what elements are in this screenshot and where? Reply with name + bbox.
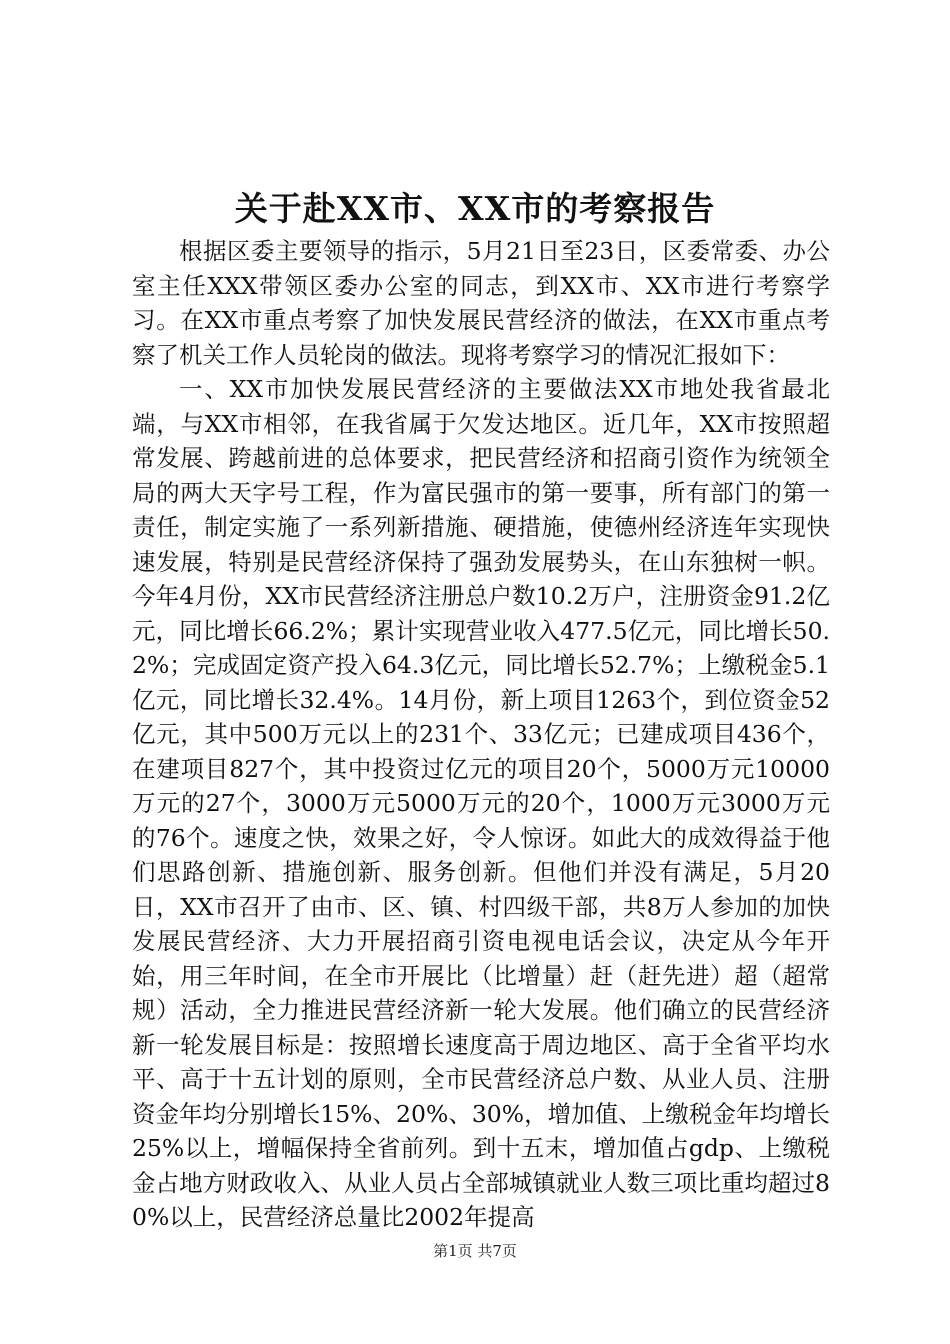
- document-title: 关于赴XX市、XX市的考察报告: [234, 189, 716, 228]
- page-number-footer: 第1页 共7页: [433, 1242, 517, 1260]
- document-body: [132, 234, 830, 1231]
- body-paragraph: 根据区委主要领导的指示，5月21日至23日，区委常委、办公室主任XXX带领区委办公室的同志，到XX市、XX市进行考察学习。在XX市重点考察了加快发展民营经济的做法，在XX市重点考察了机关工作人员轮岗的做法。现将考察学习的情况汇报如下：: [132, 237, 830, 369]
- body-paragraph: 一、XX市加快发展民营经济的主要做法XX市地处我省最北端，与XX市相邻，在我省属于欠发达地区。近几年，XX市按照超常发展、跨越前进的总体要求，把民营经济和招商引资作为统领全局的两大天字号工程，作为富民强市的第一要事，所有部门的第一责任，制定实施了一系列新措施、硬措施，使德州经济连年实现快速发展，特别是民营经济保持了强劲发展势头，在山东独树一帜。今年4月份，XX市民营经济注册总户数10.2万户，注册资金91.2亿元，同比增长66.2%；累计实现营业收入477.5亿元，同比增长50.2%；完成固定资产投入64.3亿元，同比增长52.7%；上缴税金5.1亿元，同比增长32.4%。14月份，新上项目1263个，到位资金52亿元，其中500万元以上的231个、33亿元；已建成项目436个，在建项目827个，其中投资过亿元的项目20个，5000万元10000万元的27个，3000万元5000万元的20个，1000万元3000万元的76个。速度之快，效果之好，令人惊讶。如此大的成效得益于他们思路创新、措施创新、服务创新。但他们并没有满足，5月20日，XX市召开了由市、区、镇、村四级干部，共8万人参加的加快发展民营经济、大力开展招商引资电视电话会议，决定从今年开始，用三年时间，在全市开展比（比增量）赶（赶先进）超（超常规）活动，全力推进民营经济新一轮大发展。他们确立的民营经济新一轮发展目标是：按照增长速度高于周边地区、高于全省平均水平、高于十五计划的原则，全市民营经济总户数、从业人员、注册资金年均分别增长15%、20%、30%，增加值、上缴税金年均增长25%以上，增幅保持全省前列。到十五末，增加值占gdp、上缴税金占地方财政收入、从业人员占全部城镇就业人数三项比重均超过80%以上，民营经济总量比2002年提高: [132, 375, 830, 1231]
